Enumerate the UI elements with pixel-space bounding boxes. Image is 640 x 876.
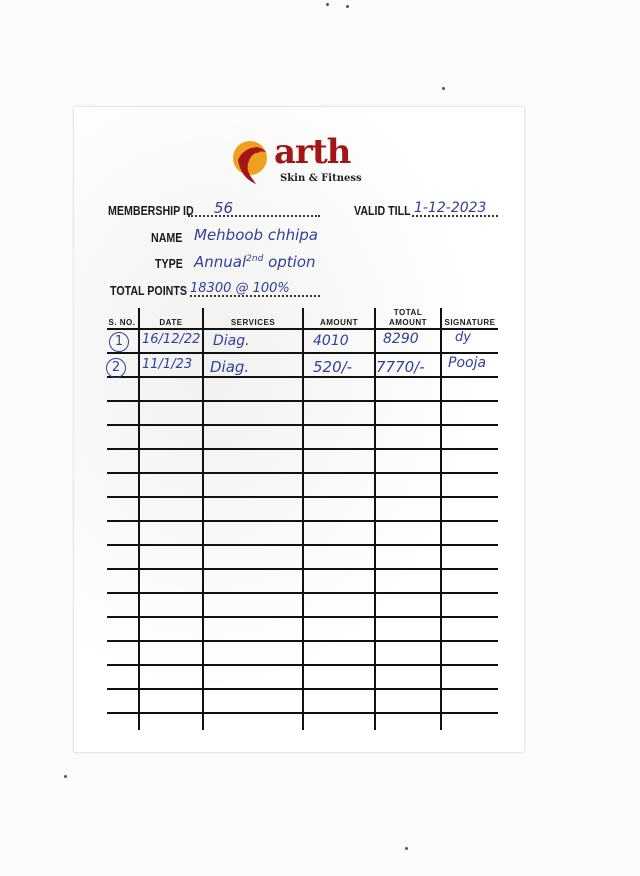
header-services: SERVICES [230, 318, 276, 327]
column-divider [440, 308, 442, 730]
row-amount: 520/- [313, 358, 353, 376]
type-value [194, 253, 316, 271]
row-date: 16/12/22 [142, 332, 201, 347]
row-line [107, 544, 498, 546]
membership-id-dots [188, 215, 320, 217]
brand-logo [230, 132, 370, 190]
row-line [107, 328, 498, 330]
row-line [107, 352, 498, 354]
row-line [107, 520, 498, 522]
scan-speck [442, 87, 445, 90]
row-signature: Pooja [448, 355, 487, 371]
column-divider [138, 308, 140, 730]
type-value-end: option [268, 253, 316, 271]
membership-id-value: 56 [214, 199, 234, 217]
brand-tagline: Skin & Fitness [280, 173, 362, 184]
row-line [107, 376, 498, 378]
dancer-logo-icon [230, 138, 276, 186]
scan-speck [326, 3, 329, 6]
row-number: 1 [109, 332, 129, 352]
header-signature: SIGNATURE [444, 318, 496, 327]
type-value-sup: 2nd [246, 254, 264, 264]
scan-speck [346, 5, 349, 8]
type-label: TYPE [155, 256, 183, 271]
row-number: 2 [106, 358, 126, 378]
row-line [107, 496, 498, 498]
row-date: 11/1/23 [142, 357, 193, 372]
total-points-value: 18300 @ 100% [190, 281, 290, 296]
row-line [107, 712, 498, 714]
row-line [107, 616, 498, 618]
header-amount: AMOUNT [319, 318, 359, 327]
column-divider [302, 308, 304, 730]
row-line [107, 664, 498, 666]
valid-till-label: VALID TILL [354, 203, 411, 218]
row-line [107, 568, 498, 570]
header-total-top: TOTAL [393, 308, 423, 317]
row-line [107, 448, 498, 450]
row-line [107, 472, 498, 474]
row-line [107, 424, 498, 426]
header-sno: S. NO. [108, 318, 136, 327]
valid-till-value: 1-12-2023 [414, 200, 487, 216]
column-divider [202, 308, 204, 730]
name-label: NAME [151, 230, 183, 245]
row-service: Diag. [213, 333, 250, 349]
scan-speck [64, 775, 67, 778]
row-amount: 4010 [313, 333, 349, 349]
header-total-bottom: AMOUNT [388, 318, 428, 327]
row-line [107, 592, 498, 594]
header-date: DATE [159, 318, 183, 327]
name-value: Mehboob chhipa [194, 226, 318, 244]
total-points-label: TOTAL POINTS [110, 283, 188, 298]
row-service: Diag. [210, 358, 250, 376]
brand-name: arth [274, 132, 351, 172]
row-line [107, 400, 498, 402]
scan-speck [405, 847, 408, 850]
row-line [107, 640, 498, 642]
membership-id-label: MEMBERSHIP ID [108, 203, 194, 218]
row-signature: dy [455, 330, 471, 345]
row-line [107, 688, 498, 690]
row-total: 8290 [383, 331, 419, 347]
row-total: 7770/- [376, 358, 425, 376]
type-value-main: Annual [194, 253, 247, 271]
